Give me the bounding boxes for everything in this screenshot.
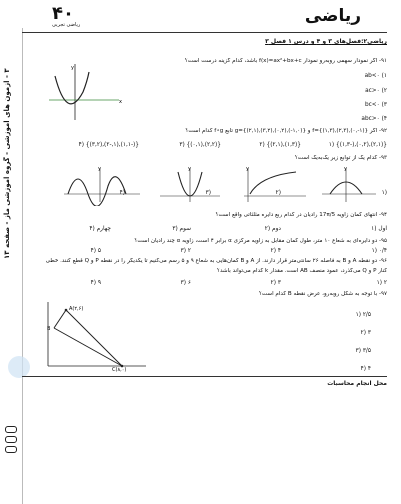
section-title: ریاضی۲:فصل‌های ۳ و ۴ و درس ۱ فصل ۳ xyxy=(265,38,387,45)
header-divider xyxy=(22,32,387,33)
q93-label-3: (۳ xyxy=(205,190,211,196)
q94-text: ۹۴- انتهای کمان زاویه 17π/5 رادیان در کدام ربع دایره مثلثاتی واقع است؟ xyxy=(215,212,387,218)
q96-text-line-1: ۹۶- دو نقطه A و B به فاصله ۲۶ سانتی‌متر قرار دارند. از A و B کمان‌هایی به شعاع ۹ و ۵ رسم می‌کنیم تا یکدیگر را در نقطه P و Q قطع کنند. خطی xyxy=(45,258,387,264)
svg-text:x: x xyxy=(119,99,122,105)
q94-option-4: چهارم (۴ xyxy=(89,226,111,232)
q93-graph-2 xyxy=(244,166,306,202)
calculation-area-label: محل انجام محاسبات xyxy=(327,380,387,387)
q96-text-line-2: کنار P و Q می‌گذرد، عمود منصف AB است. مقدار k کدام می‌تواند باشد؟ xyxy=(216,268,387,274)
q91-option-2: ac>۰ (۲ xyxy=(365,88,387,94)
q96-option-2: ۳ (۲ xyxy=(270,280,281,286)
page-header xyxy=(22,0,401,30)
q97-option-1: ۲/۵ (۱ xyxy=(355,312,371,318)
header-subtitle: ریاضی تجربی xyxy=(52,22,81,28)
q93-label-4: (۴ xyxy=(119,190,125,196)
telegram-watermark-icon xyxy=(8,356,30,378)
q97-point-b: B xyxy=(47,326,51,332)
page-number: ۴۰ xyxy=(52,3,74,24)
q96-option-4: ۹ (۴ xyxy=(90,280,101,286)
q93-graph-1 xyxy=(322,166,376,202)
q93-graph-3 xyxy=(160,166,220,202)
q92-option-2: {(۱,۳),(۲,۱)} (۲ xyxy=(259,142,301,148)
q97-option-4: ۴ (۴ xyxy=(360,366,371,372)
q97-triangle-figure xyxy=(42,300,152,372)
q95-option-4: ۵ (۴ xyxy=(90,248,101,254)
q91-option-3: bc<۰ (۳ xyxy=(364,102,387,108)
q94-option-3: سوم (۳ xyxy=(172,226,191,232)
side-strip xyxy=(0,28,23,504)
q93-text: ۹۳- کدام یک از توابع زیر یک‌به‌یک است؟ xyxy=(294,155,387,161)
svg-text:y: y xyxy=(98,166,101,172)
q97-point-c: C(۸,۰) xyxy=(112,367,127,372)
q93-graph-4 xyxy=(64,166,140,206)
svg-text:y: y xyxy=(246,166,249,172)
q96-option-3: ۶ (۳ xyxy=(180,280,191,286)
svg-text:y: y xyxy=(188,166,191,172)
side-caption: ۳ - آزمون های آموزشی - گروه آموزشی ماز - صفحه ۱۳ xyxy=(3,68,11,259)
q94-option-2: دوم (۲ xyxy=(264,226,281,232)
page-title: ریاضی xyxy=(304,6,361,26)
q93-graphs xyxy=(60,164,390,206)
q91-option-4: abc>۰ (۴ xyxy=(361,116,387,122)
q97-text: ۹۷- با توجه به شکل روبه‌رو، عرض نقطه B کدام است؟ xyxy=(258,291,387,297)
footer-divider xyxy=(22,376,387,377)
q95-text: ۹۵- دو دایره‌ای به شعاع ۱۰ متر، طول کمان مقابل به زاویه مرکزی α برابر ۴ است، زاویه α چند رادیان است؟ xyxy=(134,238,387,244)
svg-text:y: y xyxy=(71,65,74,71)
q93-label-1: (۱ xyxy=(381,190,387,196)
q92-option-4: {(-۱,۱),(۱,-۲),(۳,۲)} (۴ xyxy=(78,142,139,148)
q96-option-1: ۲ (۱ xyxy=(376,280,387,286)
q95-option-3: ۲ (۳ xyxy=(180,248,191,254)
q97-option-2: ۳ (۲ xyxy=(360,330,371,336)
q95-option-2: ۴ (۲ xyxy=(270,248,281,254)
q92-option-3: {(۲,۲),(۰,۱)} (۳ xyxy=(179,142,221,148)
q97-option-3: ۳/۵ (۳ xyxy=(355,348,371,354)
q94-option-1: اول (۱ xyxy=(371,226,387,232)
q91-parabola-graph xyxy=(45,62,125,124)
q92-text: ۹۲- اگر f={(۱,۳),(۲,۳),(۰,-۱)} و g={(۲,۱),(۳,۲),(۰,۲),(-۱,۰)} تابع f∘g کدام است؟ xyxy=(185,128,387,134)
q92-option-1: {(۲,۱),(۰,۲),(-۱,۳)} (۱ xyxy=(328,142,387,148)
q91-text: ۹۱- اگر نمودار سهمی روبه‌رو نمودار f(x)=ax²+bx+c باشد، کدام گزینه درست است؟ xyxy=(184,58,387,64)
q91-option-1: ab<۰ (۱ xyxy=(364,73,387,79)
q95-option-1: ۰/۴ (۱ xyxy=(371,248,387,254)
side-icons xyxy=(5,426,17,456)
q97-point-a: A(۲,۶) xyxy=(69,306,84,312)
svg-text:y: y xyxy=(344,166,347,172)
q93-label-2: (۲ xyxy=(275,190,281,196)
